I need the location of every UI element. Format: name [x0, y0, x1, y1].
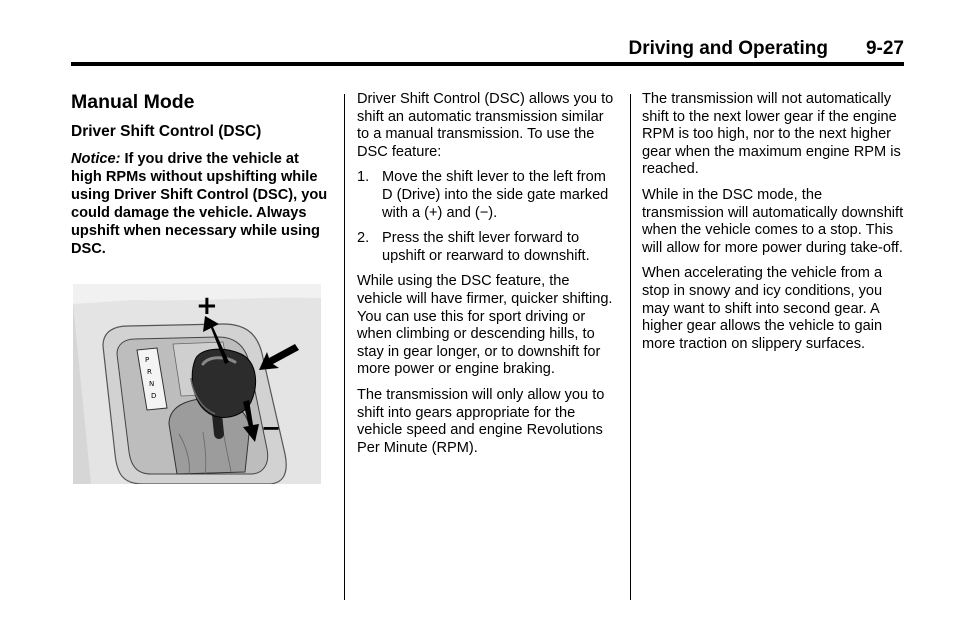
dsc-paragraph-4: While in the DSC mode, the transmission will automatically downshift when the vehicle comes to a stop. This will allow for more power during take-off. — [642, 186, 904, 256]
dsc-intro: Driver Shift Control (DSC) allows you to shift an automatic transmission similar to a manual transmission. To use the DSC feature: — [357, 91, 614, 160]
column-2 — [357, 91, 617, 465]
page-number: 9-27 — [865, 38, 904, 59]
plus-symbol: + — [196, 291, 218, 321]
shift-lever-illustration — [73, 284, 321, 484]
dsc-paragraph-3: The transmission will not automatically shift to the next lower gear if the engine RPM is too high, nor to the next higher gear when the maximum engine RPM is reached. — [642, 91, 901, 178]
header-rule — [71, 62, 904, 66]
gate-letter-r: R — [147, 368, 152, 376]
column-divider-2 — [630, 94, 631, 600]
subsection-title: Driver Shift Control (DSC) — [71, 123, 262, 140]
minus-symbol: − — [261, 414, 282, 442]
column-1 — [71, 91, 333, 258]
dsc-paragraph-1: While using the DSC feature, the vehicle will have firmer, quicker shifting. You can use this for sport driving or when climbing or descending hills, to stay in gear longer, or to downshift for more power or engine braking. — [357, 273, 613, 378]
step-number: 2. — [357, 230, 370, 247]
gate-letter-p: P — [145, 356, 150, 364]
step-text: Press the shift lever forward to upshift or rearward to downshift. — [382, 230, 590, 264]
step-text: Move the shift lever to the left from D (Drive) into the side gate marked with a (+) and (−). — [382, 169, 609, 221]
dsc-paragraph-5: When accelerating the vehicle from a stop in snowy and icy conditions, you may want to shift into second gear. A higher gear allows the vehicle to gain more traction on slippery surfaces. — [642, 265, 883, 352]
shift-lever-drawing — [73, 284, 321, 484]
column-3 — [642, 91, 906, 361]
notice-label: Notice: — [71, 151, 121, 167]
step-number: 1. — [357, 169, 370, 186]
header-section-title: Driving and Operating — [628, 38, 828, 59]
section-title: Manual Mode — [71, 91, 195, 113]
gate-letter-n: N — [149, 380, 155, 388]
gate-letter-d: D — [151, 392, 157, 400]
column-divider-1 — [344, 94, 345, 600]
dsc-paragraph-2: The transmission will only allow you to shift into gears appropriate for the vehicle speed and engine Revolutions Per Minute (RPM). — [357, 386, 605, 456]
step-2 — [357, 230, 617, 265]
notice-text: If you drive the vehicle at high RPMs without upshifting while using Driver Shift Control (DSC), you could damage the vehicle. Always upshift when necessary while using DSC. — [71, 151, 328, 257]
notice — [71, 150, 333, 258]
step-1 — [357, 169, 617, 222]
dsc-steps — [357, 169, 617, 265]
